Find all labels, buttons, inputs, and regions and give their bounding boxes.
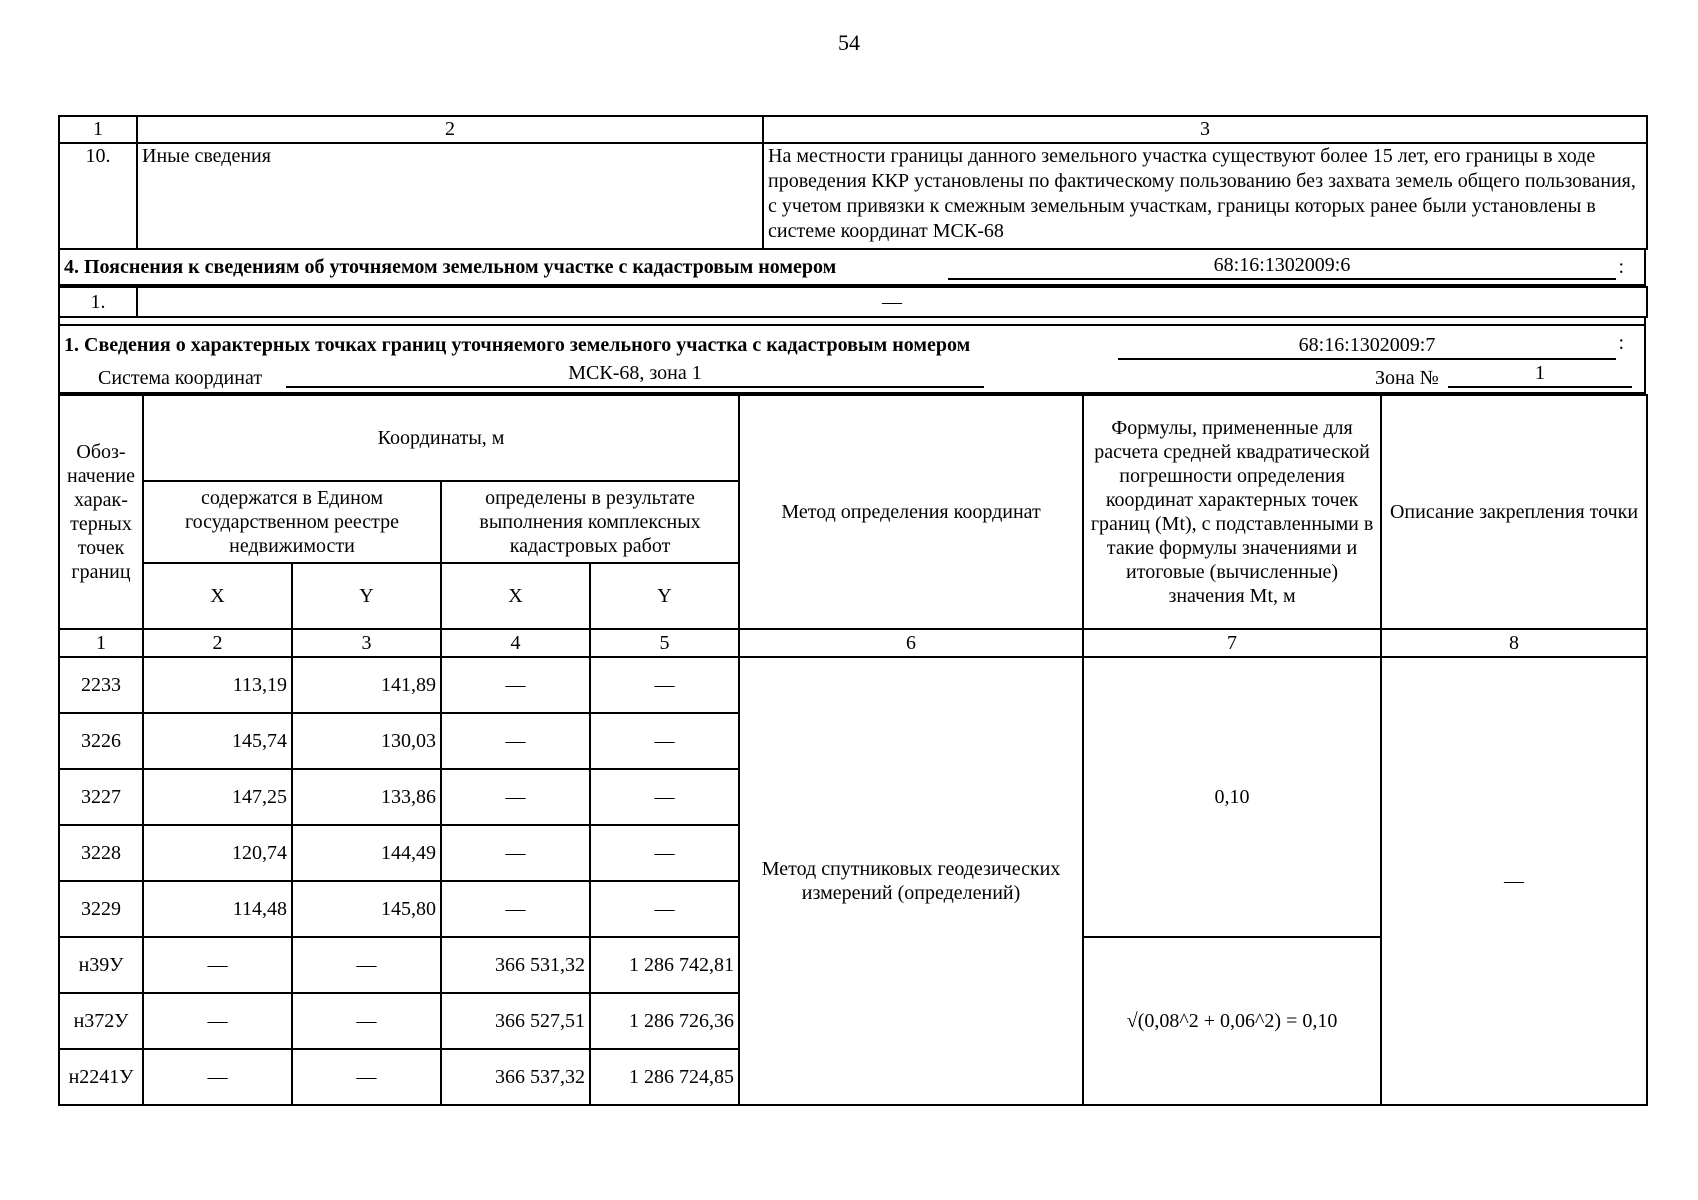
header-x-kkr: X — [441, 563, 590, 629]
header-x-egrn: X — [143, 563, 292, 629]
coord-system-label: Система координат — [98, 367, 263, 389]
y-kkr: 1 286 726,36 — [590, 993, 739, 1049]
header-egrn: содержатся в Едином государственном реестре недвижимости — [143, 481, 441, 563]
x-egrn: — — [143, 993, 292, 1049]
section4-header — [58, 250, 1646, 286]
zone-label: Зона № — [1375, 367, 1439, 389]
y-egrn: 141,89 — [292, 657, 441, 713]
other-info-table — [58, 115, 1648, 250]
point-id: н2241У — [59, 1049, 143, 1105]
x-kkr: 366 537,32 — [441, 1049, 590, 1105]
header-y-egrn: Y — [292, 563, 441, 629]
y-kkr: — — [590, 657, 739, 713]
x-egrn: — — [143, 1049, 292, 1105]
y-kkr: — — [590, 713, 739, 769]
method-value: Метод спутниковых геодезических измерений (определений) — [739, 657, 1083, 1105]
x-egrn: 145,74 — [143, 713, 292, 769]
y-kkr: — — [590, 825, 739, 881]
y-kkr: — — [590, 881, 739, 937]
fixing-value: — — [1381, 657, 1647, 1105]
section4-row-value: — — [137, 287, 1647, 317]
mt-value-1: 0,10 — [1083, 657, 1381, 937]
x-kkr: — — [441, 881, 590, 937]
y-egrn: 133,86 — [292, 769, 441, 825]
row-label: Иные сведения — [137, 143, 763, 249]
section1-cadastral-number: 68:16:1302009:7 — [1118, 332, 1616, 360]
header-y-kkr: Y — [590, 563, 739, 629]
x-kkr: — — [441, 657, 590, 713]
table-row — [59, 657, 1647, 713]
header-method: Метод определения координат — [739, 395, 1083, 629]
point-id: н372У — [59, 993, 143, 1049]
col-num-8: 8 — [1381, 629, 1647, 657]
y-egrn: — — [292, 937, 441, 993]
point-id: н39У — [59, 937, 143, 993]
header-kkr: определены в результате выполнения комплексных кадастровых работ — [441, 481, 739, 563]
section1-title: 1. Сведения о характерных точках границ уточняемого земельного участка с кадастровым номером — [64, 334, 971, 356]
header-formulas: Формулы, примененные для расчета средней квадратической погрешности определения координат характерных точек границ (Mt), с подставленными в такие формулы значениями и итоговые (вычисленные) значения Mt, м — [1083, 395, 1381, 629]
section1-colon: : — [1618, 332, 1624, 354]
header-designation: Обоз-начение харак-терных точек границ — [59, 395, 143, 629]
section4-colon: : — [1618, 256, 1624, 278]
col-num-1: 1 — [59, 629, 143, 657]
col-num-6: 6 — [739, 629, 1083, 657]
col-num-2: 2 — [143, 629, 292, 657]
header-fixing: Описание закрепления точки — [1381, 395, 1647, 629]
y-egrn: 145,80 — [292, 881, 441, 937]
x-kkr: — — [441, 713, 590, 769]
section4-table — [58, 286, 1648, 318]
section4-row-number: 1. — [59, 287, 137, 317]
y-egrn: 130,03 — [292, 713, 441, 769]
x-kkr: 366 527,51 — [441, 993, 590, 1049]
row-number: 10. — [59, 143, 137, 249]
col-num-3: 3 — [292, 629, 441, 657]
col-num-2: 2 — [137, 116, 763, 143]
mt-value-2: √(0,08^2 + 0,06^2) = 0,10 — [1083, 937, 1381, 1105]
document-frame — [58, 115, 1646, 1106]
x-kkr: 366 531,32 — [441, 937, 590, 993]
x-egrn: 120,74 — [143, 825, 292, 881]
coord-system-value: МСК-68, зона 1 — [286, 360, 984, 388]
x-kkr: — — [441, 825, 590, 881]
row-value: На местности границы данного земельного участка существуют более 15 лет, его границы в ходе проведения ККР установлены по фактическому пользованию без захвата земель общего пользования, с учетом привязки к смежным земельным участкам, границы которых ранее были установлены в системе координат МСК-68 — [763, 143, 1647, 249]
section1-header — [58, 324, 1646, 394]
x-egrn: 147,25 — [143, 769, 292, 825]
col-num-4: 4 — [441, 629, 590, 657]
page-number: 54 — [838, 30, 860, 55]
y-kkr: 1 286 724,85 — [590, 1049, 739, 1105]
section4-cadastral-number: 68:16:1302009:6 — [948, 252, 1616, 280]
col-num-3: 3 — [763, 116, 1647, 143]
col-num-1: 1 — [59, 116, 137, 143]
x-egrn: 114,48 — [143, 881, 292, 937]
x-kkr: — — [441, 769, 590, 825]
col-num-7: 7 — [1083, 629, 1381, 657]
col-num-5: 5 — [590, 629, 739, 657]
point-id: 3226 — [59, 713, 143, 769]
header-coordinates: Координаты, м — [143, 395, 739, 481]
point-id: 3229 — [59, 881, 143, 937]
point-id: 2233 — [59, 657, 143, 713]
y-egrn: — — [292, 993, 441, 1049]
y-kkr: 1 286 742,81 — [590, 937, 739, 993]
y-egrn: 144,49 — [292, 825, 441, 881]
coordinates-table — [58, 394, 1648, 1106]
point-id: 3228 — [59, 825, 143, 881]
x-egrn: — — [143, 937, 292, 993]
y-egrn: — — [292, 1049, 441, 1105]
zone-value: 1 — [1448, 360, 1632, 388]
y-kkr: — — [590, 769, 739, 825]
section4-title: 4. Пояснения к сведениям об уточняемом земельном участке с кадастровым номером — [64, 256, 837, 278]
x-egrn: 113,19 — [143, 657, 292, 713]
point-id: 3227 — [59, 769, 143, 825]
